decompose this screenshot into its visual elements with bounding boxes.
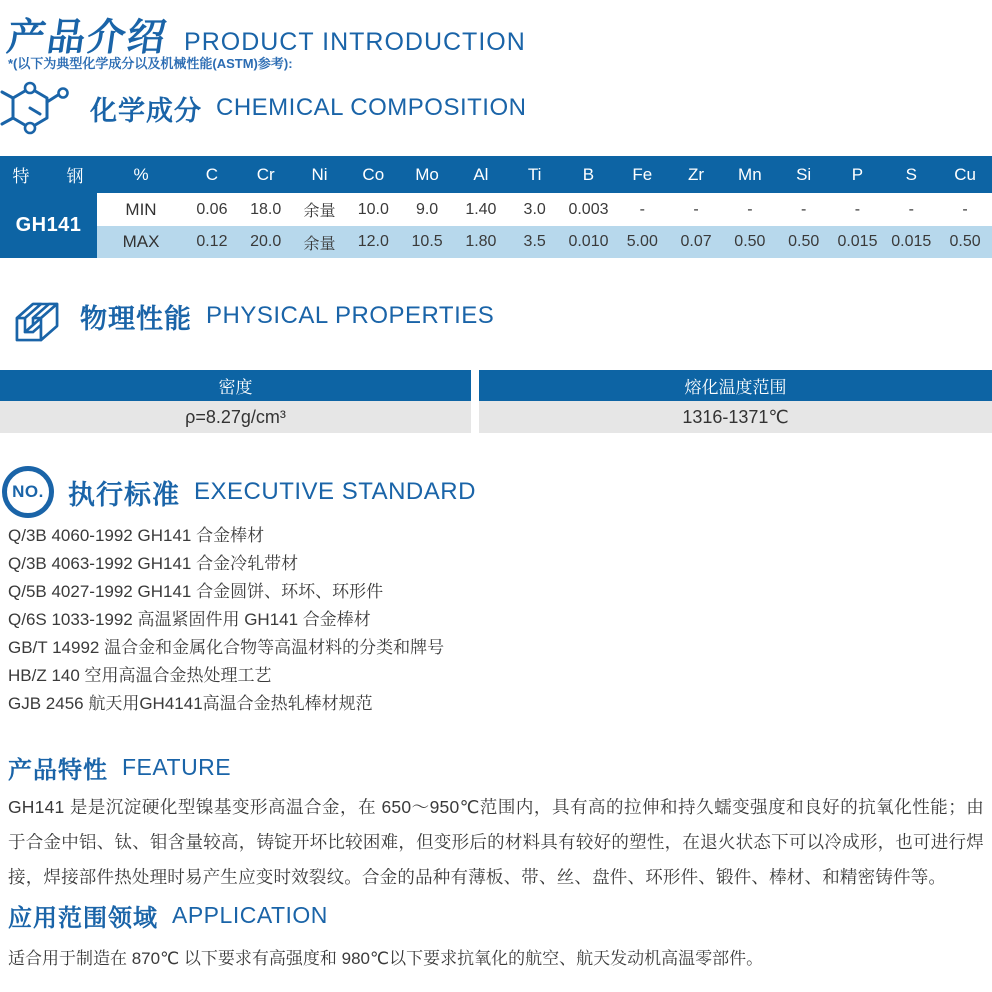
channel-3d-icon — [8, 288, 66, 344]
standard-item: GB/T 14992 温合金和金属化合物等高温材料的分类和牌号 — [8, 638, 445, 657]
chem-value: 3.5 — [523, 233, 546, 250]
chem-value: 20.0 — [250, 233, 282, 250]
physical-properties-tables — [0, 370, 992, 433]
section-feature-title-zh: 产品特性 — [8, 757, 108, 784]
density-card — [0, 370, 471, 433]
melting-range-header: 熔化温度范围 — [479, 370, 992, 401]
chem-value: 余量 — [303, 235, 336, 253]
chem-value: 0.50 — [788, 233, 820, 250]
section-physical-title-en: PHYSICAL PROPERTIES — [206, 302, 495, 329]
chem-value: 0.015 — [891, 233, 932, 250]
chem-col-header: Cr — [256, 164, 275, 184]
chem-value: - — [639, 200, 645, 218]
chem-value: - — [747, 200, 753, 218]
density-value: ρ=8.27g/cm³ — [0, 401, 471, 433]
chem-col-header: Mn — [738, 164, 762, 184]
chem-value: 10.0 — [357, 200, 389, 218]
chem-value: - — [908, 200, 914, 218]
chem-col-header: Mo — [415, 164, 439, 184]
chem-value: 18.0 — [250, 200, 282, 218]
section-physical-title-zh: 物理性能 — [80, 303, 192, 334]
chem-value: - — [801, 200, 807, 218]
chem-col-header: B — [582, 164, 595, 184]
section-standard-title-en: EXECUTIVE STANDARD — [194, 478, 476, 505]
standard-item: Q/3B 4063-1992 GH141 合金冷轧带材 — [8, 554, 299, 573]
application-text: 适合用于制造在 870℃ 以下要求有高强度和 980℃以下要求抗氧化的航空、航天发动机高温零部件。 — [8, 949, 764, 968]
chem-col-header: Al — [473, 164, 489, 184]
chem-col-header: Ni — [311, 164, 328, 184]
melting-range-value: 1316-1371℃ — [479, 401, 992, 433]
chem-value: 0.06 — [196, 200, 228, 218]
chem-header-row — [0, 156, 992, 193]
section-feature-heading — [8, 750, 231, 785]
chem-value: 1.80 — [465, 233, 497, 250]
section-standard-title-zh: 执行标准 — [68, 479, 180, 510]
chem-value: 0.015 — [837, 233, 878, 250]
chem-col-header: Co — [362, 164, 385, 184]
chem-col-header: Fe — [632, 164, 653, 184]
chem-value: 1.40 — [465, 200, 497, 218]
standard-item: Q/5B 4027-1992 GH141 合金圆饼、环坏、环形件 — [8, 582, 384, 601]
page-title-zh: 产品介绍 — [4, 17, 171, 59]
chemical-composition-table — [0, 156, 992, 258]
no-badge-icon: NO. — [2, 466, 54, 518]
chem-value: - — [693, 200, 699, 218]
chem-col-header: S — [905, 164, 917, 184]
chem-min-row — [0, 193, 992, 226]
brand-column-header: 特 钢 — [12, 167, 85, 186]
alloy-grade-cell: GH141 — [0, 193, 97, 258]
standard-item: Q/6S 1033-1992 高温紧固件用 GH141 合金棒材 — [8, 610, 371, 629]
chem-value: 0.003 — [568, 200, 609, 218]
section-chemical-heading — [0, 78, 526, 138]
chem-value: 5.00 — [626, 233, 658, 250]
chem-value: 3.0 — [523, 200, 546, 218]
standard-item: GJB 2456 航天用GH4141高温合金热轧棒材规范 — [8, 694, 373, 713]
chem-max-row — [0, 226, 992, 258]
chem-value: 余量 — [303, 203, 336, 220]
section-application-title-en: APPLICATION — [172, 902, 328, 928]
chem-col-header: Cu — [954, 164, 976, 184]
chem-value: 0.50 — [949, 233, 981, 250]
chem-col-header: Ti — [527, 164, 542, 184]
molecule-icon — [0, 78, 76, 138]
reference-note: *(以下为典型化学成分以及机械性能(ASTM)参考): — [8, 56, 293, 71]
section-application-title-zh: 应用范围领域 — [8, 905, 158, 932]
section-physical-heading — [8, 288, 494, 344]
chem-value: 0.010 — [568, 233, 609, 250]
chem-col-header: Si — [796, 164, 812, 184]
section-chemical-title-en: CHEMICAL COMPOSITION — [216, 94, 527, 121]
melting-range-card — [479, 370, 992, 433]
section-feature-title-en: FEATURE — [122, 754, 232, 780]
feature-paragraph: GH141 是是沉淀硬化型镍基变形高温合金，在 650～950℃范围内，具有高的拉伸和持久蠕变强度和良好的抗氧化性能；由于合金中铝、钛、钼含量较高，铸锭开坏比较困难，但变形后的材料具有较好的塑性，在退火状态下可以冷成形，也可进行焊接，焊接部件热处理时易产生应变时效裂纹。合金的品种有薄板、带、丝、盘件、环形件、锻件、棒材、和精密铸件等。 — [8, 797, 984, 887]
chem-value: - — [854, 200, 861, 218]
page-title-en: PRODUCT INTRODUCTION — [184, 28, 526, 56]
chem-value: 9.0 — [415, 200, 439, 218]
chem-col-header: C — [205, 164, 219, 184]
chem-value: 12.0 — [357, 233, 389, 250]
min-row-label: MIN — [125, 199, 157, 219]
chem-value: 0.07 — [680, 233, 712, 250]
standard-item: HB/Z 140 空用高温合金热处理工艺 — [8, 666, 272, 685]
chem-value: 0.50 — [734, 233, 766, 250]
standard-item: Q/3B 4060-1992 GH141 合金棒材 — [8, 526, 265, 545]
chem-value: - — [962, 200, 968, 218]
section-standard-heading — [2, 466, 476, 518]
max-row-label: MAX — [122, 232, 160, 251]
density-header: 密度 — [0, 370, 471, 401]
chem-col-header: P — [851, 164, 864, 184]
chem-value: 0.12 — [196, 233, 228, 250]
section-chemical-title-zh: 化学成分 — [90, 95, 202, 126]
chem-value: 10.5 — [411, 233, 443, 250]
chem-col-header: % — [133, 164, 149, 184]
standards-list — [8, 522, 444, 718]
section-application-heading — [8, 898, 328, 933]
chem-col-header: Zr — [688, 164, 705, 184]
